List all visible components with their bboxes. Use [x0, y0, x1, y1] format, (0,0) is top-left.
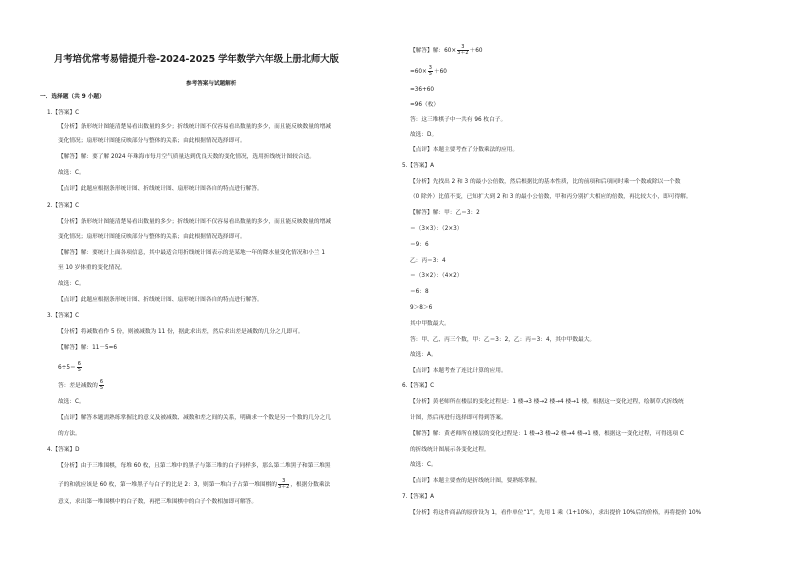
equation-text: 【解答】解：60 — [410, 48, 452, 54]
answer-line: 【分析】将这件商品的原价设为 1，看作单位“1”，先用 1 乘（1+10%），求出提价 10%后的价格，再将提价 10% — [410, 510, 702, 516]
answer-line: ＝6：8 — [410, 289, 429, 295]
fraction: $\frac{3}{5}$ — [428, 65, 432, 77]
fraction: $\frac{3}{3+2}$ — [457, 44, 469, 56]
answer-line: 5.【答案】A — [402, 163, 435, 169]
fraction: $\frac{3}{3+2}$ — [277, 478, 290, 490]
answer-line: 6.【答案】C — [402, 383, 435, 389]
answer-line: 【点评】本题主要考查了分数乘法的应用。 — [410, 147, 519, 153]
answer-line: 至 10 岁体重的变化情况。 — [58, 265, 126, 271]
answer-line: =96（枚） — [410, 102, 440, 108]
answer-line: 7.【答案】A — [402, 494, 435, 500]
answer-line: 其中甲数最大。 — [410, 321, 450, 327]
answer-line: 答：这三堆棋子中一共有 96 枚白子。 — [410, 117, 507, 123]
answer-line: 故选：C。 — [58, 399, 85, 405]
answer-line: （0 除外）比值不变，已知扩大到 2 和 3 的最小公倍数，甲和丙分别扩大相应的倍数，再比较大小，即可得解。 — [410, 194, 692, 200]
answer-line: 1.【答案】C — [47, 110, 80, 116]
answer-line: 【分析】条形统计图能清楚易看出数量的多少；折线统计图不仅容易看出数量的多少，而且能反映数量的增减 — [58, 219, 331, 225]
answer-line: 【点评】此题应根据条形统计图、折线统计图、扇形统计图各自的特点进行解答。 — [58, 186, 263, 192]
answer-line: 故选：C。 — [58, 170, 85, 176]
answer-line: 【点评】本题主要查的是折线统计图，要熟练掌握。 — [410, 478, 541, 484]
equation-text: 子的和就应该是 60 枚，第一堆黑子与白子的比是 2：3，则第一堆白子占第一堆围棋的 — [58, 482, 277, 488]
equation-text: 6÷5＝ — [58, 365, 76, 371]
answer-line: 【点评】解答本题需熟练掌握比的意义及被减数、减数和差之间的关系，明确求一个数是另一个数的几分之几 — [58, 415, 331, 421]
equation-text: =60 — [410, 69, 423, 75]
answer-line: 子的和就应该是 60 枚，第一堆黑子与白子的比是 2：3，则第一堆白子占第一堆围棋的 $\frac{3}{3+2}$ ，根据分数乘法 — [58, 478, 331, 490]
answer-line: 【解答】解：甲：乙＝3：2 — [410, 210, 480, 216]
answer-line: =60× $\frac{3}{5}$ ＋60 — [410, 65, 447, 77]
answer-line: 【解答】解：黄老师所在楼层的变化过程是：1 楼→3 楼→2 楼→4 楼→1 楼，根据这一变化过程，可得选项 C — [410, 431, 684, 437]
answer-line: 意义，求出第一堆围棋中的白子数，再把三堆围棋中的白子个数相加即可解答。 — [58, 499, 258, 505]
answer-line: 【点评】此题应根据条形统计图、折线统计图、扇形统计图各自的特点进行解答。 — [58, 297, 263, 303]
fraction: $\frac{6}{5}$ — [77, 361, 81, 373]
answer-line: 故选：C。 — [58, 281, 85, 287]
answer-line: 【分析】将减数看作 5 份，则被减数为 11 份，据此求出差，然后求出差是减数的几分之几即可。 — [58, 329, 304, 335]
answer-line: 【点评】本题考查了连比计算的应用。 — [410, 368, 507, 374]
answer-line: 变化情况；扇形统计图能反映部分与整体的关系；由此根据情况选择即可。 — [58, 138, 246, 144]
answer-line: 【解答】解：要统计上面各项信息，其中最适合用折线统计图表示的是某地一年的降水量变化情况和小兰 1 — [58, 250, 326, 256]
answer-line: =36+60 — [410, 87, 435, 93]
answer-line: 故选：A。 — [410, 352, 437, 358]
answer-line: ＝（3×3）：（2×3） — [410, 226, 463, 232]
answer-line — [58, 380, 105, 391]
answer-line: 【分析】黄老师所在楼层的变化过程是：1 楼→3 楼→2 楼→4 楼→1 楼，根据这一变化过程，绘制草式折线统 — [410, 399, 684, 405]
answer-line: 4.【答案】D — [47, 447, 80, 453]
equation-text: 答：差是减数的 — [58, 383, 98, 389]
answer-line: 【解答】解：60× $\frac{3}{3+2}$ ＋60 — [410, 44, 483, 56]
section-heading: 一．选择题（共 9 小题） — [40, 94, 105, 100]
answer-line: 乙：丙＝3：4 — [410, 258, 446, 264]
answer-line: 9＞8＞6 — [410, 305, 433, 311]
answer-line: 【分析】条形统计图能清楚易看出数量的多少；折线统计图不仅容易看出数量的多少，而且能反映数量的增减 — [58, 124, 331, 130]
answer-line: 的折线统计图展示各变化过程。 — [410, 447, 490, 453]
answer-line: 变化情况；扇形统计图能反映部分与整体的关系；由此根据情况选择即可。 — [58, 234, 246, 240]
answer-line: ＝（3×2）：（4×2） — [410, 273, 463, 279]
page-subtitle: 参考答案与试题解析 — [186, 81, 237, 87]
answer-line: 计图，然后再进行选择即可得到答案。 — [410, 415, 507, 421]
answer-line: 故选：C。 — [410, 462, 437, 468]
answer-line: 的方法。 — [58, 431, 81, 437]
fraction: $\frac{6}{5}$ — [99, 379, 103, 391]
answer-line: 【解答】解：11－5=6 — [58, 345, 118, 351]
answer-line: 3.【答案】C — [47, 313, 80, 319]
answer-line: 【解答】解：要了解 2024 年珠海市每月空气质量达到优良天数的变化情况，选用折线统计图较合适。 — [58, 154, 315, 160]
page-title: 月考培优常考易错提升卷-2024-2025 学年数学六年级上册北师大版 — [54, 54, 339, 65]
answer-line: 故选：D。 — [410, 132, 438, 138]
answer-line: ＝9：6 — [410, 242, 429, 248]
answer-line: 【分析】由于三堆围棋，每堆 60 枚，且第二堆中的黑子与第三堆的白子同样多，那么第二堆黑子和第三堆黑 — [58, 463, 331, 469]
answer-line: 答：甲、乙、丙三个数，甲：乙＝3：2，乙：丙＝3：4，其中甲数最大。 — [410, 337, 596, 343]
answer-line: 2.【答案】C — [47, 203, 80, 209]
answer-line — [58, 362, 83, 373]
answer-line: 【分析】先找出 2 和 3 的最小公倍数，然后根据比的基本性质，比的前项和后项同时乘一个数或除以一个数 — [410, 179, 681, 185]
